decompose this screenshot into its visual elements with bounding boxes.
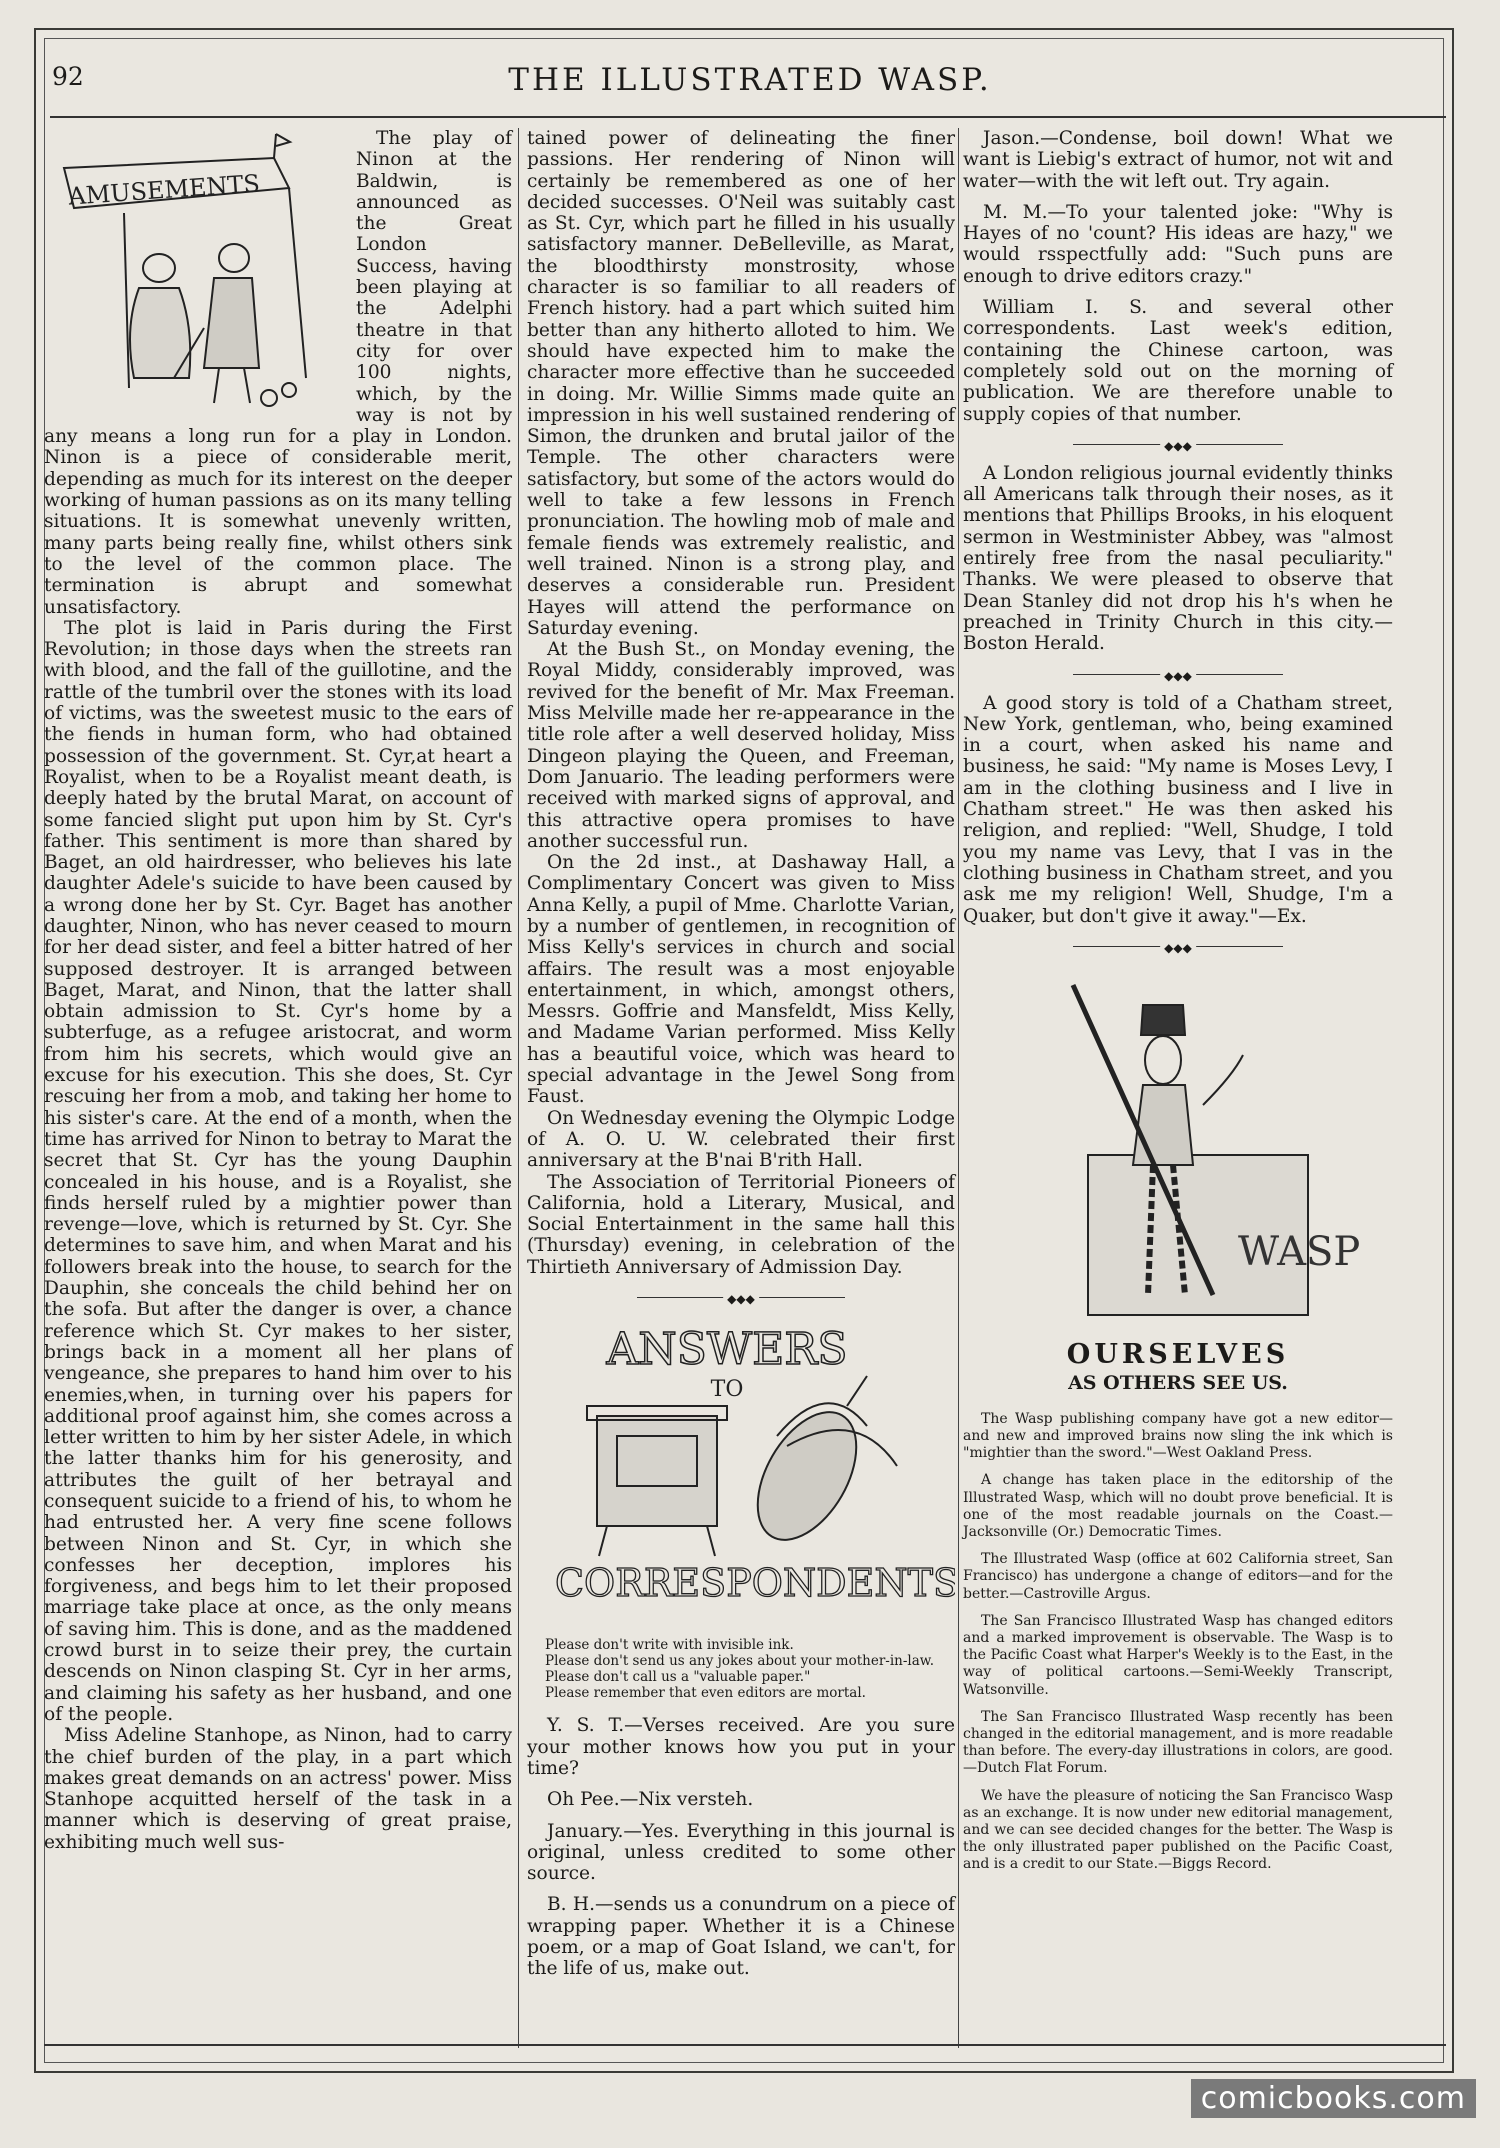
watermark: comicbooks.com — [1191, 2079, 1476, 2118]
ourselves-heading: OURSELVES — [1066, 1339, 1290, 1371]
notice-watsonville: The San Francisco Illustrated Wasp has changed editors and a marked improvement is observable. The Wasp is to the Pacific Coast what Harper's Weekly is to the East, in the way of political cartoons.—Semi-Weekly Transcript, Watsonville. — [963, 1612, 1393, 1698]
article-chatham-street: A good story is told of a Chatham street, New York, gentleman, who, being examined in a court, when asked his name and business, he said: "My name is Moses Levy, I am in the clothing business and I live in Chatham street." He was then asked his religion, and replied: "Well, Shudge, I told you my name vas Levy, that I vas in the clothing business in Chatham street, and you ask me my religion! Well, Shudge, I'm a Quaker, but don't give it away."—Ex. — [963, 692, 1393, 927]
notice-jacksonville: A change has taken place in the editorship of the Illustrated Wasp, which will no doubt prove beneficial. It is one of the most readable journals on the Coast.—Jacksonville (Or.) Democratic Times. — [963, 1472, 1393, 1540]
correspondent-rules — [545, 1637, 955, 1701]
amusements-illustration — [44, 128, 344, 416]
wasp-figure-illustration — [963, 965, 1393, 1335]
amusements-sign-text: AMUSEMENTS — [67, 169, 261, 211]
answer-oh-pee: Oh Pee.—Nix versteh. — [547, 1789, 754, 1811]
to-heading: TO — [710, 1377, 744, 1403]
article-concert: On the 2d inst., at Dashaway Hall, a Complimentary Concert was given to Miss Anna Kelly, a pupil of Mme. Charlotte Varian, by a number of gentlemen, in recognition of Miss Kelly's services in church and social affairs. The result was a most enjoyable entertainment, in which, amongst others, Messrs. Goffrie and Mansfeldt, Miss Kelly, and Madame Varian performed. Miss Kelly has a beautiful voice, which was heard to special advantage in the Jewel Song from Faust. — [527, 852, 955, 1108]
answer-january: January.—Yes. Everything in this journal is original, unless credited to some other source. — [527, 1820, 955, 1885]
article-olympic-lodge: On Wednesday evening the Olympic Lodge of A. O. U. W. celebrated their first anniversary at the B'nai B'rith Hall. — [527, 1107, 955, 1172]
correspondents-heading: CORRESPONDENTS — [554, 1561, 955, 1606]
masthead-title: THE ILLUSTRATED WASP. — [508, 62, 992, 98]
rule-item: Please don't write with invisible ink. — [545, 1637, 794, 1654]
as-others-heading: AS OTHERS SEE US. — [1068, 1372, 1288, 1395]
rule-item: Please don't call us a "valuable paper." — [545, 1669, 811, 1686]
header-rule — [50, 116, 1446, 118]
answer-bh: B. H.—sends us a conundrum on a piece of wrapping paper. Whether it is a Chinese poem, or a map of Goat Island, we can't, for the life of us, make out. — [527, 1894, 955, 1980]
article-ninon-cast: Miss Adeline Stanhope, as Ninon, had to carry the chief burden of the play, in a part which makes great demands on an actress' power. Miss Stanhope acquitted herself of the task in a manner which is deserving of great praise, exhibiting much well sus- — [44, 1725, 512, 1853]
article-bush-st: At the Bush St., on Monday evening, the Royal Middy, considerably improved, was revived for the benefit of Mr. Max Freeman. Miss Melville made her re-appearance in the title role after a well deserved holiday, Miss Dingeon playing the Queen, and Freeman, Dom Januario. The leading performers were received with marked signs of approval, and this attractive opera promises to have another successful run. — [527, 639, 955, 852]
footer-rule — [44, 2044, 1446, 2046]
article-pioneers: The Association of Territorial Pioneers of California, hold a Literary, Musical, and Social Entertainment in the same hall this (Thursday) evening, in celebration of the Thirtieth Anniversary of Admission Day. — [527, 1171, 955, 1278]
answer-yst: Y. S. T.—Verses received. Are you sure your mother knows how you put in your time? — [527, 1715, 955, 1779]
ornament-divider: ◆◆◆ — [527, 1286, 955, 1308]
column-2 — [527, 128, 955, 1980]
ornament-divider: ◆◆◆ — [963, 935, 1393, 957]
rule-item: Please remember that even editors are mortal. — [545, 1685, 866, 1702]
answer-william: William I. S. and several other correspondents. Last week's edition, containing the Chinese cartoon, was completely sold out on the morning of publication. We are therefore unable to supply copies of that number. — [963, 297, 1393, 425]
column-3 — [963, 128, 1393, 1884]
column-divider — [518, 128, 519, 2048]
notice-biggs: We have the pleasure of noticing the San Francisco Wasp as an exchange. It is now under new editorial management, and we can see decided changes for the better. The Wasp is the only illustrated paper published on the Pacific Coast, and is a credit to our State.—Biggs Record. — [963, 1787, 1393, 1873]
notice-west-oakland: The Wasp publishing company have got a new editor—and new and improved brains now sling the ink which is "mightier than the sword."—West Oakland Press. — [963, 1410, 1393, 1462]
notice-dutch-flat: The San Francisco Illustrated Wasp recently has been changed in the editorial management, and is more readable than before. The every-day illustrations in colors, are good.—Dutch Flat Forum. — [963, 1708, 1393, 1777]
ornament-divider: ◆◆◆ — [963, 663, 1393, 685]
article-london-journal: A London religious journal evidently thinks all Americans talk through their noses, as it mentions that Phillips Brooks, in his eloquent sermon in Westminister Abbey, was "almost entirely free from the nasal peculiarity." Thanks. We were pleased to observe that Dean Stanley did not drop his h's when he preached in Trinity Church in this city.—Boston Herald. — [963, 462, 1393, 655]
rule-item: Please don't send us any jokes about your mother-in-law. — [545, 1653, 935, 1670]
ornament-divider: ◆◆◆ — [963, 433, 1393, 455]
answers-to-correspondents-illustration — [527, 1316, 955, 1626]
page-number: 92 — [52, 62, 84, 91]
article-ninon-review: The play of Ninon at the Baldwin, is announced as the Great London Success, having been playing at the Adelphi theatre in that city for over 100 nights, which, by the way is not by any means a long run for a play in London. Ninon is a piece of considerable merit, depending as much for its interest on the deeper working of human passions as on its many telling situations. It is somewhat unevenly written, many parts being really fine, whilst others sink to the level of the common place. The termination is abrupt and somewhat unsatisfactory. — [44, 128, 512, 618]
column-divider — [958, 128, 959, 2048]
answer-jason: Jason.—Condense, boil down! What we want is Liebig's extract of humor, not wit and water—with the wit left out. Try again. — [963, 128, 1393, 192]
column-1 — [44, 128, 512, 1853]
answers-heading: ANSWERS — [606, 1324, 848, 1376]
article-ninon-cont: tained power of delineating the finer passions. Her rendering of Ninon will certainly be remembered as one of her decided successes. O'Neil was suitably cast as St. Cyr, which part he filled in his usually satisfactory manner. DeBelleville, as Marat, the bloodthirsty monstrosity, whose character is so familiar to all readers of French history. had a part which suited him better than any hitherto alloted to him. We should have expected him to make the character more effective than he succeeded in doing. Mr. Willie Simms made quite an impression in his well sustained rendering of Simon, the drunken and brutal jailor of the Temple. The other characters were satisfactory, but some of the actors would do well to take a few lessons in French pronunciation. The howling mob of male and female fiends was extremely realistic, and well trained. Ninon is a strong play, and deserves a considerable run. President Hayes will attend the performance on Saturday evening. — [527, 128, 955, 639]
notice-castroville: The Illustrated Wasp (office at 602 California street, San Francisco) has undergone a change of editors—and for the better.—Castroville Argus. — [963, 1551, 1393, 1602]
answer-mm: M. M.—To your talented joke: "Why is Hayes of no 'count? His ideas are hazy," we would rsspectfully add: "Such puns are enough to drive editors crazy." — [963, 201, 1393, 287]
wasp-sign-text: WASP — [1238, 1228, 1361, 1275]
article-ninon-plot: The plot is laid in Paris during the First Revolution; in those days when the streets ran with blood, and the fall of the guillotine, and the rattle of the tumbril over the stones with its load of victims, was the sweetest music to the ears of the fiends in human form, who had obtained possession of the government. St. Cyr,at heart a Royalist, when to be a Royalist meant death, is deeply hated by the brutal Marat, on account of some fancied slight put upon him by St. Cyr's father. This sentiment is more than shared by Baget, an old hairdresser, who believes his late daughter Adele's suicide to have been caused by a wrong done her by St. Cyr. Baget has another daughter, Ninon, who has never ceased to mourn for her dead sister, and feel a bitter hatred of her supposed destroyer. It is arranged between Baget, Marat, and Ninon, that the latter shall obtain admission to St. Cyr's home by a subterfuge, as a refugee aristocrat, and worm from him his secrets, which would give an excuse for his execution. This she does, St. Cyr rescuing her from a mob, and taking her home to his sister's care. At the end of a month, when the time has arrived for Ninon to betray to Marat the secret that St. Cyr has the young Dauphin concealed in his house, and is a Royalist, she finds herself ruled by a mightier power than revenge—love, which is returned by St. Cyr. She determines to save him, and when Marat and his followers break into the house, to search for the Dauphin, she conceals the child behind her on the sofa. But after the danger is over, a chance reference which St. Cyr makes to her sister, brings back in a moment all her plans of vengeance, she prepares to hand him over to his enemies,when, in turning over his papers for additional proof against him, she comes across a letter written to him by her sister Adele, in which the latter thanks him for his generosity, and attributes the guilt of her betrayal and consequent suicide to a friend of his, to whom he had entrusted her. A very fine scene follows between Ninon and St. Cyr, in which she confesses her deception, implores his forgiveness, and begs him to let their proposed marriage take place at once, as the only means of saving him. This is done, and as the maddened crowd burst in to seize their prey, the curtain descends on Ninon clasping St. Cyr in her arms, and claiming his safety as her husband, and one of the people. — [44, 617, 512, 1725]
press-notices — [963, 1411, 1393, 1874]
